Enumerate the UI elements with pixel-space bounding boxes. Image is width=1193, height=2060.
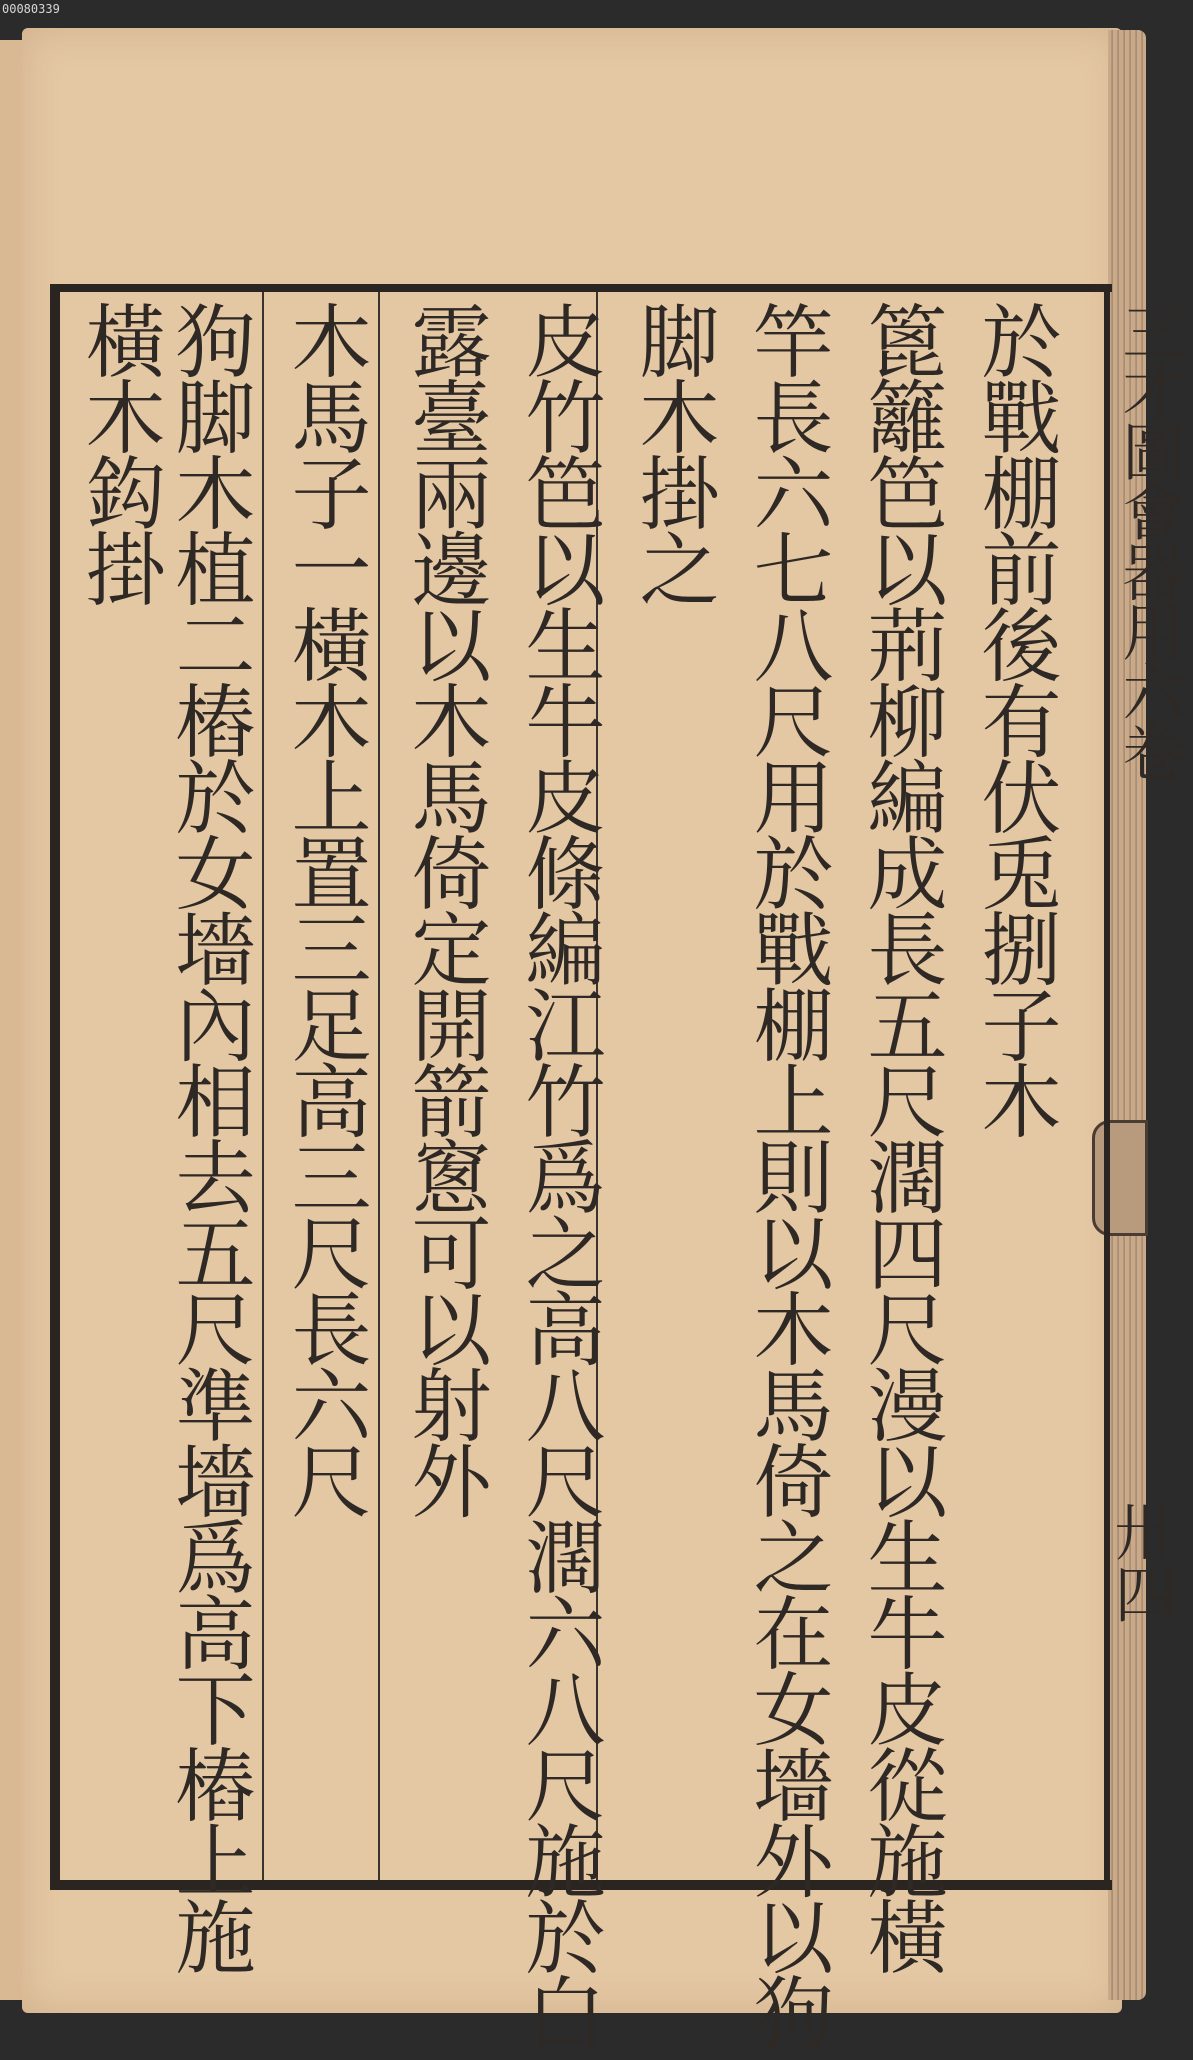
scan-id: 00080339 <box>2 2 60 16</box>
frame-left-border <box>50 284 60 1890</box>
text-column-1: 於戰棚前後有伏兎捌子木 <box>968 300 1061 1136</box>
bookmark-ribbon <box>1092 1120 1148 1236</box>
text-column-6: 露臺兩邊以木馬倚定開箭窻可以射外 <box>398 300 491 1516</box>
text-column-7: 木馬子一橫木上置三足高三尺長六尺 <box>278 300 371 1516</box>
divider-3 <box>262 292 264 1880</box>
margin-book-title: 三才圖會 <box>1112 300 1185 540</box>
text-column-5: 皮竹笆以生牛皮條編江竹爲之高八尺濶六八尺施於白 <box>512 300 605 2048</box>
text-column-9: 橫木鈎掛 <box>72 300 165 604</box>
text-column-3: 竿長六七八尺用於戰棚上則以木馬倚之在女墻外以狗 <box>740 300 833 2048</box>
text-column-2: 篦籬笆以荊柳編成長五尺濶四尺漫以生牛皮從施橫 <box>854 300 947 1972</box>
text-column-8: 狗脚木植二樁於女墻內相去五尺準墻爲高下樁上施 <box>162 300 255 1972</box>
margin-title <box>1104 300 1193 780</box>
margin-section: 器用六卷 <box>1112 540 1185 780</box>
frame-top-border <box>50 284 1112 292</box>
margin-page-number: 卅四 <box>1104 1500 1177 1624</box>
text-column-4: 脚木掛之 <box>626 300 719 604</box>
divider-2 <box>378 292 380 1880</box>
